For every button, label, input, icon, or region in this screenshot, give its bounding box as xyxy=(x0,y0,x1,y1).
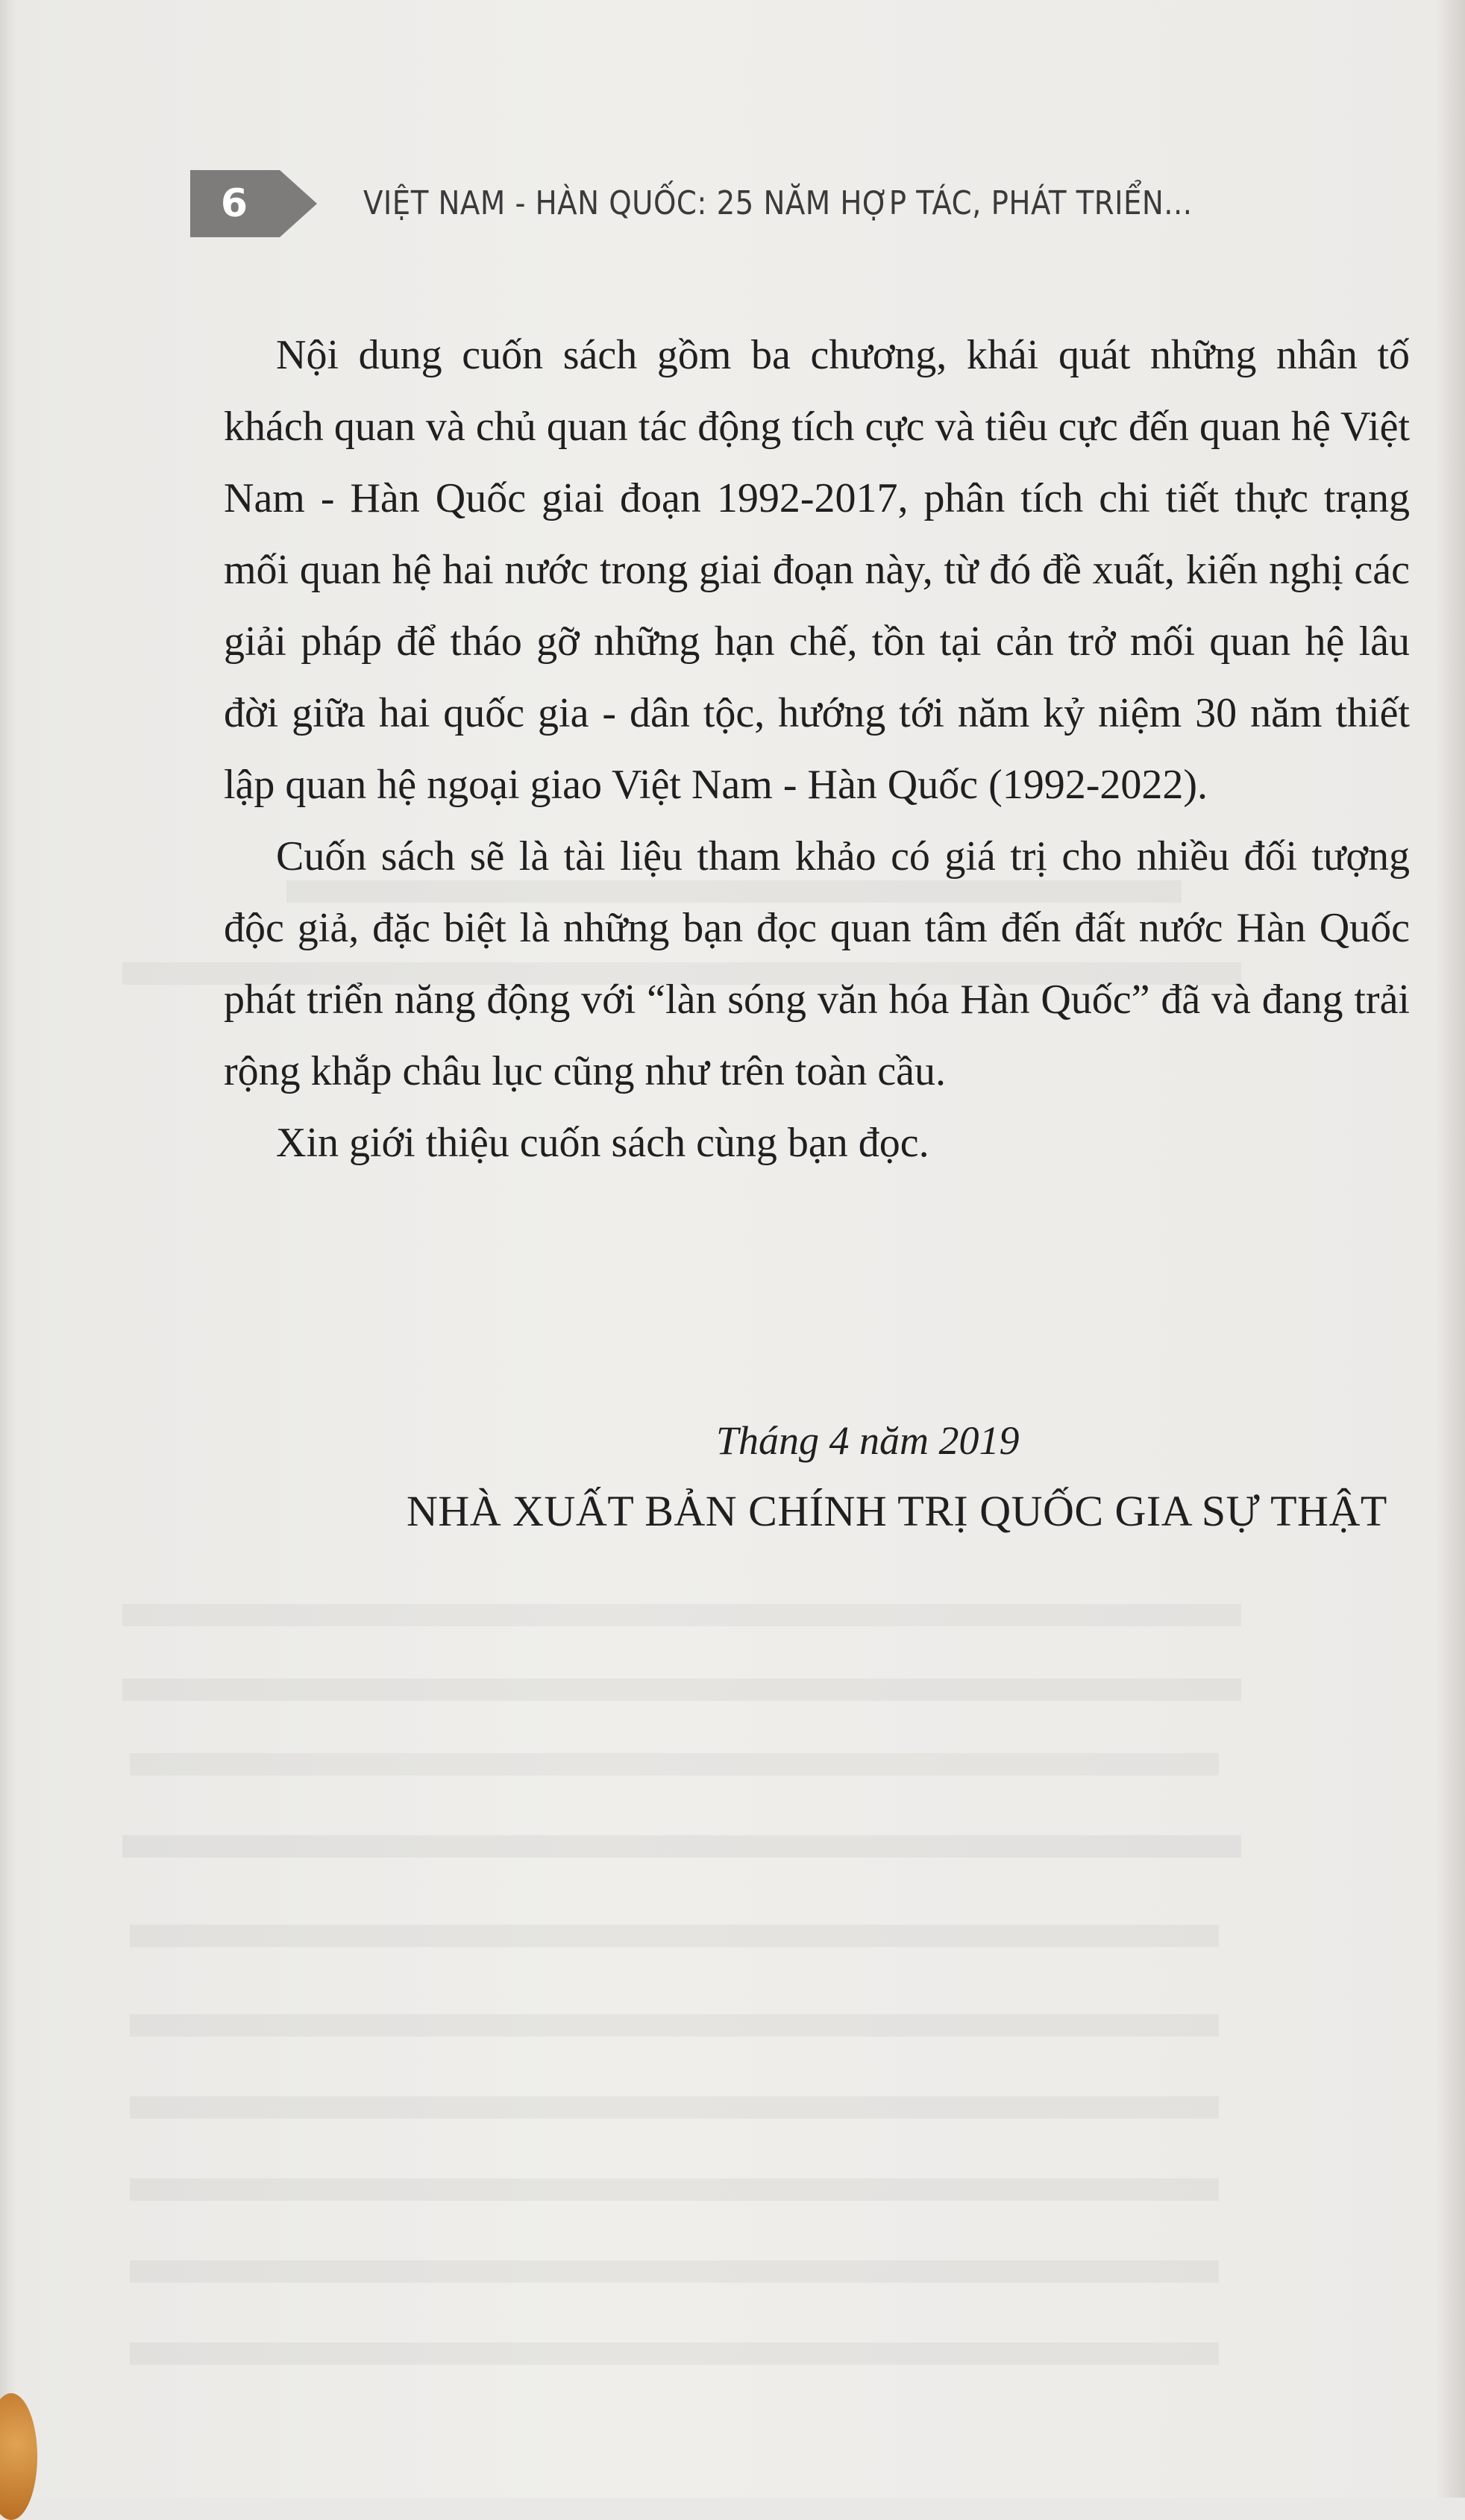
body-text xyxy=(224,319,1410,1179)
signoff-date: Tháng 4 năm 2019 xyxy=(716,1418,1020,1463)
paragraph-1: Nội dung cuốn sách gồm ba chương, khái quát những nhân tố khách quan và chủ quan tác động tích cực và tiêu cực đến quan hệ Việt Nam - Hàn Quốc giai đoạn 1992-2017, phân tích chi tiết thực trạng mối quan hệ hai nước trong giai đoạn này, từ đó đề xuất, kiến nghị các giải pháp để tháo gỡ những hạn chế, tồn tại cản trở mối quan hệ lâu đời giữa hai quốc gia - dân tộc, hướng tới năm kỷ niệm 30 năm thiết lập quan hệ ngoại giao Việt Nam - Hàn Quốc (1992-2022). xyxy=(224,332,1410,808)
running-title: VIỆT NAM - HÀN QUỐC: 25 NĂM HỢP TÁC, PHÁT TRIỂN... xyxy=(363,184,1193,222)
page-number: 6 xyxy=(220,181,248,226)
paragraph-2: Cuốn sách sẽ là tài liệu tham khảo có giá trị cho nhiều đối tượng độc giả, đặc biệt là những bạn đọc quan tâm đến đất nước Hàn Quốc phát triển năng động với “làn sóng văn hóa Hàn Quốc” đã và đang trải rộng khắp châu lục cũng như trên toàn cầu. xyxy=(224,833,1410,1094)
signoff-organization: NHÀ XUẤT BẢN CHÍNH TRỊ QUỐC GIA SỰ THẬT xyxy=(407,1487,1387,1535)
paragraph-3: Xin giới thiệu cuốn sách cùng bạn đọc. xyxy=(276,1120,929,1166)
